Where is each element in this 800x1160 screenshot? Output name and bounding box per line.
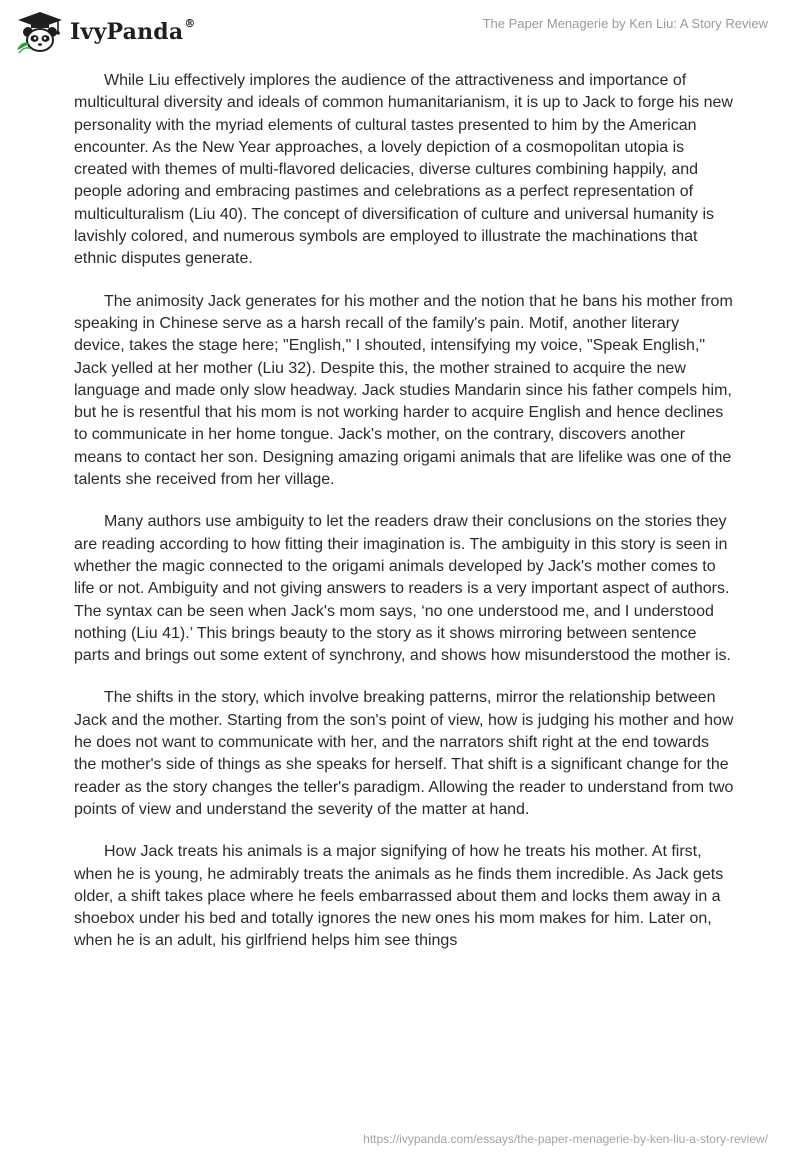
essay-body (74, 70, 734, 973)
paragraph: The animosity Jack generates for his mother and the notion that he bans his mother from speaking in Chinese serve as a harsh recall of the family's pain. Motif, another literary device, takes the stage here; "English," I shouted, intensifying my voice, "Speak English," Jack yelled at her mother (Liu 32). Despite this, the mother strained to acquire the new language and made only slow headway. Jack studies Mandarin since his father compels him, but he is resentful that his mom is not working harder to acquire English and hence declines to communicate in her home tongue. Jack's mother, on the contrary, discovers another means to contact her son. Designing amazing origami animals that are lifelike was one of the talents she received from her village. (74, 292, 733, 489)
paragraph: The shifts in the story, which involve breaking patterns, mirror the relationship between Jack and the mother. Starting from the son's point of view, how is judging his mother and how he does not want to communicate with her, and the narrators shift right at the end towards the mother's side of things as she speaks for herself. That shift is a significant change for the reader as the story changes the teller's paradigm. Allowing the reader to understand from two points of view and understand the severity of the matter at hand. (74, 689, 734, 818)
ivypanda-logo[interactable] (14, 10, 196, 54)
paragraph: While Liu effectively implores the audience of the attractiveness and importance of multicultural diversity and ideals of common humanitarianism, it is up to Jack to forge his new personality with the myriad elements of cultural tastes presented to him by the American encounter. As the New Year approaches, a lovely depiction of a cosmopolitan utopia is created with themes of multi-flavored delicacies, diverse cultures combining happily, and people adoring and embracing pastimes and celebrations as a perfect representation of multiculturalism (Liu 40). The concept of diversification of culture and universal humanity is lavishly colored, and numerous symbols are employed to illustrate the machinations that ethnic disputes generate. (74, 72, 733, 268)
logo-text: IvyPanda (70, 19, 184, 45)
page-header (0, 0, 800, 60)
paragraph: Many authors use ambiguity to let the readers draw their conclusions on the stories they are reading according to how fitting their imagination is. The ambiguity in this story is seen in whether the magic connected to the origami animals developed by Jack's mother comes to life or not. Ambiguity and not giving answers to readers is a very important aspect of authors. The syntax can be seen when Jack's mom says, ‘no one understood me, and I understood nothing (Liu 41).’ This brings beauty to the story as it shows mirroring between sentence parts and brings out some extent of synchrony, and shows how misunderstood the mother is. (74, 513, 731, 665)
registered-mark: ® (184, 17, 196, 30)
logo-wordmark (70, 19, 196, 45)
paragraph: How Jack treats his animals is a major signifying of how he treats his mother. At first, when he is young, he admirably treats the animals as he finds them incredible. As Jack gets older, a shift takes place where he feels embarrassed about them and locks them away in a shoebox under his bed and totally ignores the new ones his mom makes for him. Later on, when he is an adult, his girlfriend helps him see things (74, 843, 724, 950)
document-title: The Paper Menagerie by Ken Liu: A Story Review (482, 16, 768, 31)
panda-graduation-cap-icon (14, 10, 66, 54)
source-url[interactable]: https://ivypanda.com/essays/the-paper-menagerie-by-ken-liu-a-story-review/ (363, 1132, 768, 1146)
